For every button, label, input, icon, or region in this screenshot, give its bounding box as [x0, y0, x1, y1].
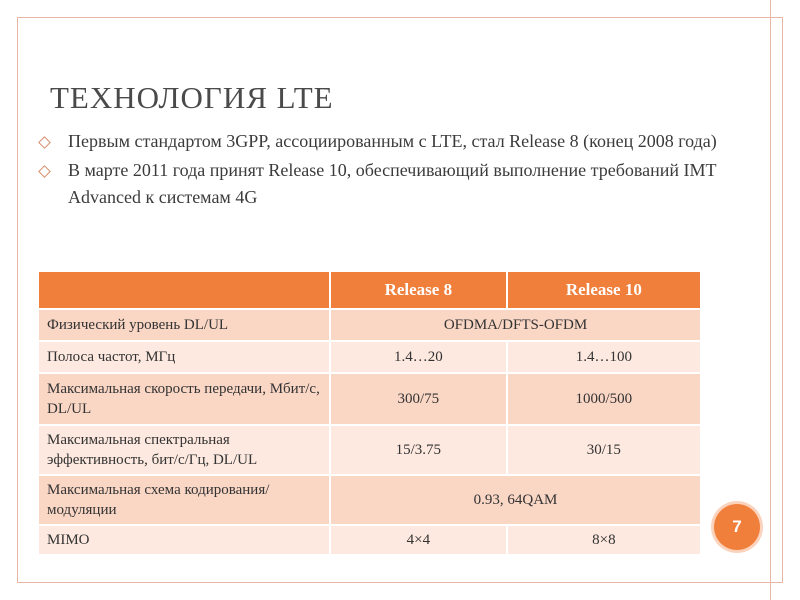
table-cell: OFDMA/DFTS-OFDM — [330, 309, 701, 341]
page-number-badge: 7 — [714, 504, 760, 550]
slide-title: ТЕХНОЛОГИЯ LTE — [50, 80, 334, 115]
table-row — [38, 425, 701, 475]
bullet-text: Первым стандартом 3GPP, ассоциированным с LTE, стал Release 8 (конец 2008 года) — [68, 131, 717, 151]
spec-table — [37, 270, 702, 556]
table-header-cell: Release 8 — [330, 271, 507, 309]
table-cell: 15/3.75 — [330, 425, 507, 475]
bullet-text: В марте 2011 года принят Release 10, обеспечивающий выполнение требований IMT Advanced к системам 4G — [68, 160, 717, 207]
table-header-cell — [38, 271, 330, 309]
bullet-list — [38, 128, 750, 213]
table-cell: 0.93, 64QAM — [330, 475, 701, 525]
table-cell: 300/75 — [330, 373, 507, 425]
row-label: Максимальная схема кодирования/модуляции — [38, 475, 330, 525]
decorative-line — [770, 0, 771, 600]
row-label: Максимальная скорость передачи, Мбит/с, DL/UL — [38, 373, 330, 425]
table-row — [38, 475, 701, 525]
table-cell: 1.4…100 — [507, 341, 701, 373]
table-header-cell: Release 10 — [507, 271, 701, 309]
table-cell: 8×8 — [507, 525, 701, 555]
diamond-bullet-icon — [40, 136, 49, 146]
table-row — [38, 309, 701, 341]
row-label: Максимальная спектральная эффективность, бит/с/Гц, DL/UL — [38, 425, 330, 475]
table-cell: 4×4 — [330, 525, 507, 555]
table-header-row — [38, 271, 701, 309]
row-label: MIMO — [38, 525, 330, 555]
table-cell: 1000/500 — [507, 373, 701, 425]
row-label: Полоса частот, МГц — [38, 341, 330, 373]
row-label: Физический уровень DL/UL — [38, 309, 330, 341]
table-row — [38, 341, 701, 373]
diamond-bullet-icon — [40, 165, 49, 175]
table-cell: 1.4…20 — [330, 341, 507, 373]
table-cell: 30/15 — [507, 425, 701, 475]
table-row — [38, 525, 701, 555]
bullet-item — [38, 128, 750, 155]
bullet-item — [38, 157, 750, 211]
table-row — [38, 373, 701, 425]
